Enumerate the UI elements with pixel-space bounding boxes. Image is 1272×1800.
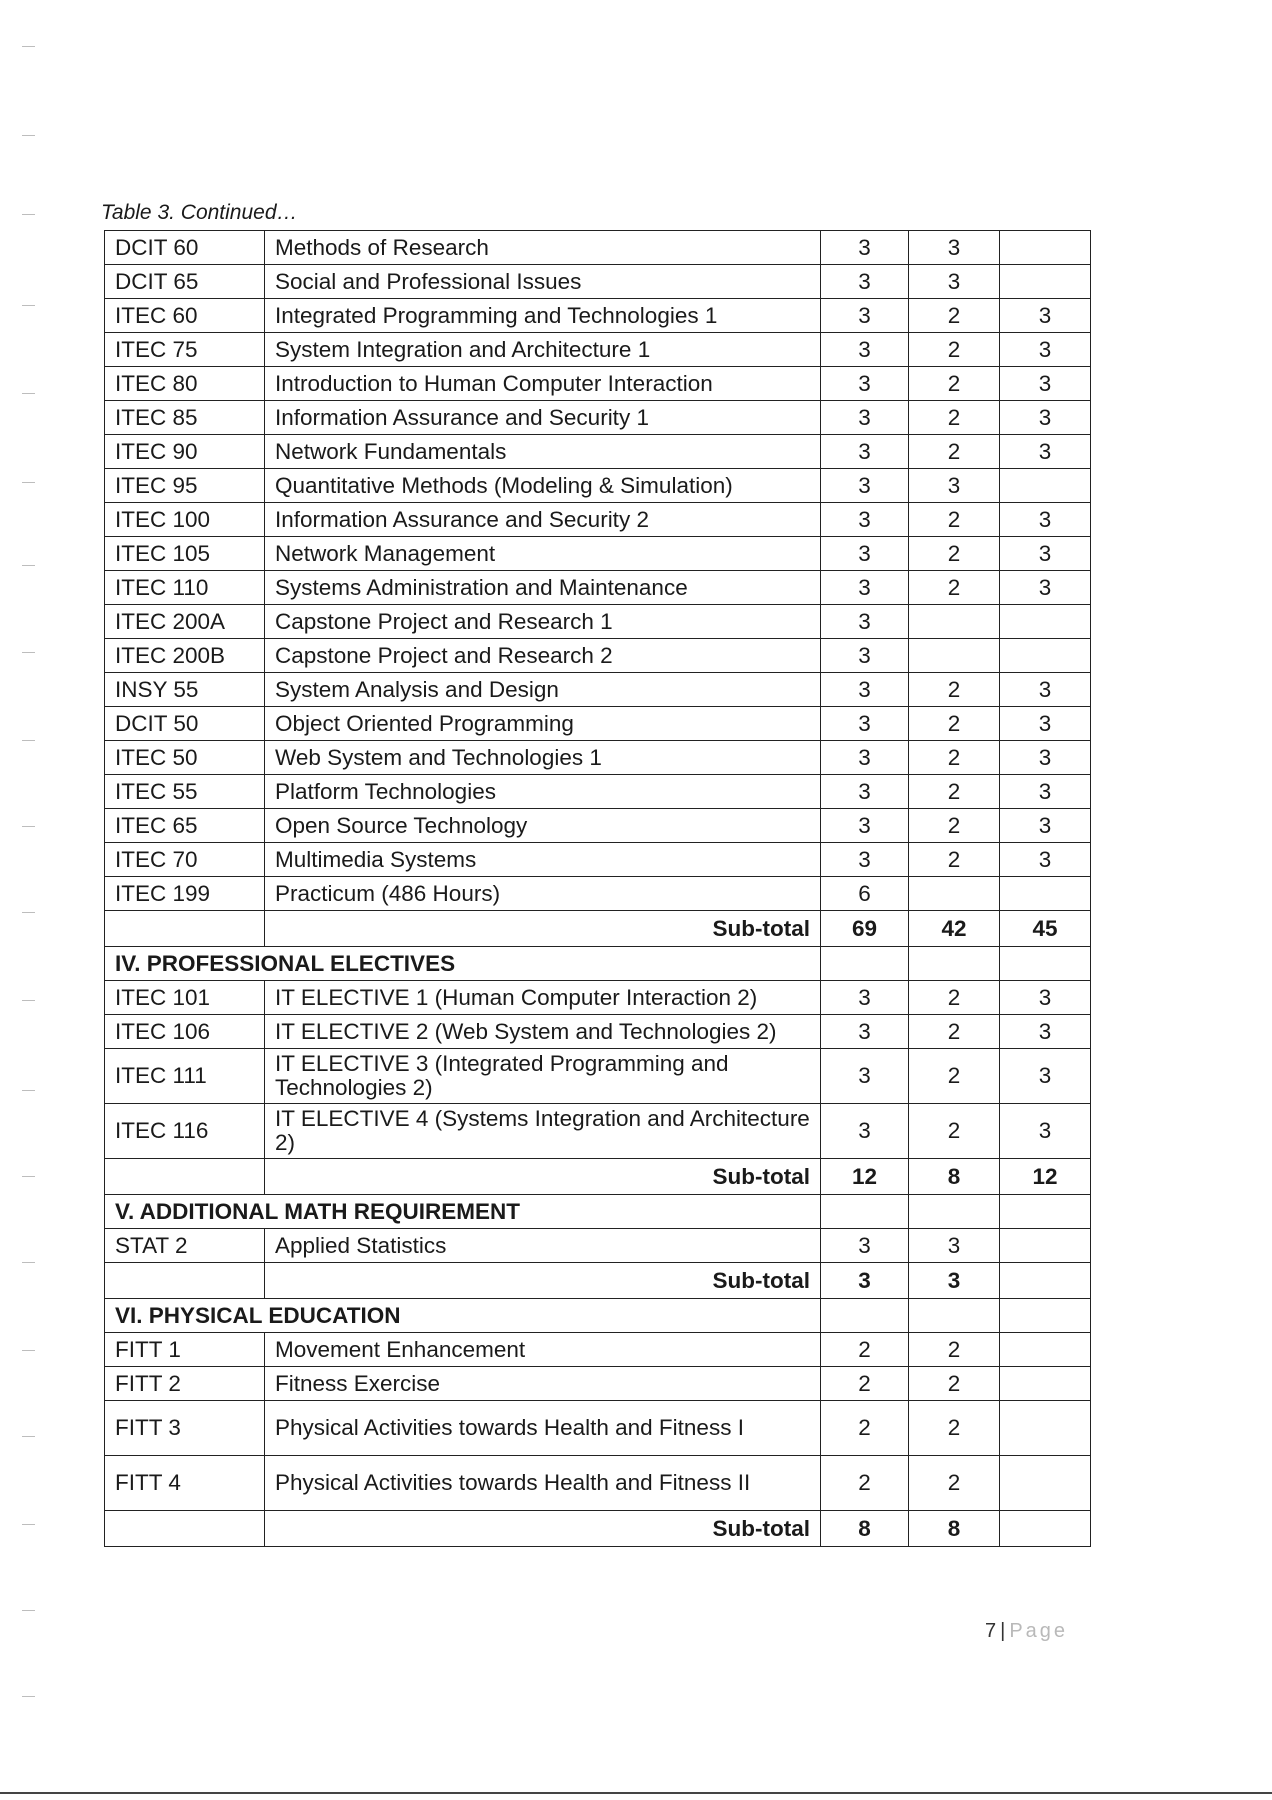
scan-mark: [22, 1350, 35, 1351]
subtotal-blank: [105, 1263, 265, 1299]
course-row: [105, 299, 1091, 333]
course-title: Integrated Programming and Technologies 1: [265, 299, 821, 333]
course-title: Network Fundamentals: [265, 435, 821, 469]
units-col-1: 3: [821, 1104, 909, 1159]
subtotal-blank: [105, 911, 265, 947]
course-title: Network Management: [265, 537, 821, 571]
course-code: DCIT 60: [105, 231, 265, 265]
subtotal-row: [105, 1511, 1091, 1547]
course-title: IT ELECTIVE 2 (Web System and Technologies 2): [265, 1015, 821, 1049]
subtotal-label: Sub-total: [265, 1263, 821, 1299]
course-code: ITEC 105: [105, 537, 265, 571]
course-code: ITEC 110: [105, 571, 265, 605]
units-col-2: 2: [909, 1401, 1000, 1456]
units-col-1: 3: [821, 1229, 909, 1263]
units-col-3: 3: [1000, 775, 1091, 809]
course-title: Movement Enhancement: [265, 1333, 821, 1367]
course-title: Practicum (486 Hours): [265, 877, 821, 911]
course-code: ITEC 101: [105, 981, 265, 1015]
units-col-3: 3: [1000, 537, 1091, 571]
subtotal-row: [105, 911, 1091, 947]
subtotal-row: [105, 1159, 1091, 1195]
units-col-2: 2: [909, 299, 1000, 333]
section-blank: [1000, 947, 1091, 981]
units-col-1: 3: [821, 265, 909, 299]
course-row: [105, 1333, 1091, 1367]
units-col-1: 6: [821, 877, 909, 911]
units-col-3: 3: [1000, 503, 1091, 537]
units-col-3: 3: [1000, 1049, 1091, 1104]
scan-mark: [22, 1610, 35, 1611]
units-col-3: [1000, 605, 1091, 639]
units-col-3: [1000, 231, 1091, 265]
course-row: [105, 1367, 1091, 1401]
course-row: [105, 537, 1091, 571]
course-row: [105, 741, 1091, 775]
course-row: [105, 1015, 1091, 1049]
units-col-3: [1000, 1401, 1091, 1456]
course-code: DCIT 50: [105, 707, 265, 741]
units-col-1: 3: [821, 605, 909, 639]
units-col-1: 3: [821, 367, 909, 401]
course-title: Fitness Exercise: [265, 1367, 821, 1401]
course-title: Applied Statistics: [265, 1229, 821, 1263]
units-col-2: [909, 639, 1000, 673]
section-blank: [1000, 1195, 1091, 1229]
course-row: [105, 673, 1091, 707]
units-col-2: 2: [909, 707, 1000, 741]
units-col-2: 2: [909, 1333, 1000, 1367]
course-row: [105, 231, 1091, 265]
units-col-1: 3: [821, 775, 909, 809]
units-col-1: 3: [821, 333, 909, 367]
course-row: [105, 469, 1091, 503]
units-col-2: 2: [909, 537, 1000, 571]
course-code: ITEC 100: [105, 503, 265, 537]
units-col-1: 3: [821, 571, 909, 605]
units-col-3: 3: [1000, 299, 1091, 333]
units-col-2: 2: [909, 1367, 1000, 1401]
units-col-3: [1000, 1456, 1091, 1511]
course-code: ITEC 200B: [105, 639, 265, 673]
units-col-2: 2: [909, 1015, 1000, 1049]
units-col-3: 3: [1000, 707, 1091, 741]
scan-mark: [22, 305, 35, 306]
course-title: Information Assurance and Security 1: [265, 401, 821, 435]
units-col-2: 2: [909, 1456, 1000, 1511]
units-col-3: 3: [1000, 1015, 1091, 1049]
scan-mark: [22, 1436, 35, 1437]
units-col-2: 2: [909, 741, 1000, 775]
course-row: [105, 1049, 1091, 1104]
units-col-3: [1000, 469, 1091, 503]
units-col-3: 3: [1000, 843, 1091, 877]
units-col-2: 2: [909, 809, 1000, 843]
units-col-1: 2: [821, 1367, 909, 1401]
page-number-value: 7: [985, 1620, 997, 1642]
course-row: [105, 333, 1091, 367]
units-col-1: 3: [821, 503, 909, 537]
units-col-1: 2: [821, 1333, 909, 1367]
units-col-2: 2: [909, 775, 1000, 809]
scan-mark: [22, 740, 35, 741]
course-row: [105, 1401, 1091, 1456]
units-col-1: 3: [821, 435, 909, 469]
section-title: VI. PHYSICAL EDUCATION: [105, 1299, 821, 1333]
subtotal-col-2: 8: [909, 1511, 1000, 1547]
course-code: ITEC 200A: [105, 605, 265, 639]
units-col-2: 2: [909, 673, 1000, 707]
course-code: ITEC 70: [105, 843, 265, 877]
course-code: DCIT 65: [105, 265, 265, 299]
course-title: Systems Administration and Maintenance: [265, 571, 821, 605]
units-col-1: 3: [821, 809, 909, 843]
units-col-1: 3: [821, 981, 909, 1015]
course-code: ITEC 80: [105, 367, 265, 401]
course-code: ITEC 116: [105, 1104, 265, 1159]
course-title: Introduction to Human Computer Interaction: [265, 367, 821, 401]
subtotal-row: [105, 1263, 1091, 1299]
units-col-1: 3: [821, 707, 909, 741]
course-row: [105, 1456, 1091, 1511]
course-title: Platform Technologies: [265, 775, 821, 809]
units-col-3: [1000, 1229, 1091, 1263]
scan-mark: [22, 393, 35, 394]
table-caption: Table 3. Continued…: [101, 201, 298, 224]
units-col-3: 3: [1000, 741, 1091, 775]
units-col-3: 3: [1000, 435, 1091, 469]
scan-mark: [22, 1696, 35, 1697]
course-row: [105, 639, 1091, 673]
section-blank: [909, 947, 1000, 981]
units-col-1: 2: [821, 1401, 909, 1456]
course-title: Physical Activities towards Health and Fitness I: [265, 1401, 821, 1456]
units-col-1: 3: [821, 639, 909, 673]
units-col-1: 2: [821, 1456, 909, 1511]
course-title: Methods of Research: [265, 231, 821, 265]
section-header-row: [105, 1299, 1091, 1333]
course-title: System Integration and Architecture 1: [265, 333, 821, 367]
units-col-2: 2: [909, 401, 1000, 435]
subtotal-col-1: 3: [821, 1263, 909, 1299]
subtotal-col-1: 12: [821, 1159, 909, 1195]
units-col-3: [1000, 639, 1091, 673]
subtotal-label: Sub-total: [265, 1511, 821, 1547]
scan-mark: [22, 652, 35, 653]
units-col-2: 3: [909, 231, 1000, 265]
units-col-3: 3: [1000, 1104, 1091, 1159]
course-code: ITEC 65: [105, 809, 265, 843]
course-row: [105, 1229, 1091, 1263]
course-row: [105, 435, 1091, 469]
course-row: [105, 877, 1091, 911]
subtotal-col-2: 3: [909, 1263, 1000, 1299]
course-row: [105, 367, 1091, 401]
units-col-2: 2: [909, 435, 1000, 469]
units-col-1: 3: [821, 537, 909, 571]
scan-mark: [22, 214, 35, 215]
units-col-2: [909, 605, 1000, 639]
section-title: IV. PROFESSIONAL ELECTIVES: [105, 947, 821, 981]
course-code: ITEC 90: [105, 435, 265, 469]
page-number: [985, 1620, 1068, 1643]
units-col-2: 2: [909, 843, 1000, 877]
course-code: FITT 3: [105, 1401, 265, 1456]
course-code: ITEC 95: [105, 469, 265, 503]
course-title: Quantitative Methods (Modeling & Simulation): [265, 469, 821, 503]
course-row: [105, 809, 1091, 843]
course-row: [105, 707, 1091, 741]
course-title: Web System and Technologies 1: [265, 741, 821, 775]
units-col-2: 3: [909, 265, 1000, 299]
units-col-3: 3: [1000, 673, 1091, 707]
section-title: V. ADDITIONAL MATH REQUIREMENT: [105, 1195, 821, 1229]
units-col-2: 2: [909, 1049, 1000, 1104]
units-col-2: 3: [909, 469, 1000, 503]
course-code: FITT 1: [105, 1333, 265, 1367]
course-row: [105, 981, 1091, 1015]
units-col-2: 2: [909, 571, 1000, 605]
course-title: IT ELECTIVE 3 (Integrated Programming and Technologies 2): [265, 1049, 821, 1104]
units-col-3: 3: [1000, 981, 1091, 1015]
section-blank: [909, 1195, 1000, 1229]
course-title: Physical Activities towards Health and Fitness II: [265, 1456, 821, 1511]
course-code: INSY 55: [105, 673, 265, 707]
units-col-1: 3: [821, 401, 909, 435]
course-title: IT ELECTIVE 4 (Systems Integration and Architecture 2): [265, 1104, 821, 1159]
units-col-3: [1000, 1367, 1091, 1401]
subtotal-col-1: 69: [821, 911, 909, 947]
subtotal-label: Sub-total: [265, 1159, 821, 1195]
subtotal-col-1: 8: [821, 1511, 909, 1547]
units-col-1: 3: [821, 673, 909, 707]
course-code: STAT 2: [105, 1229, 265, 1263]
units-col-3: 3: [1000, 401, 1091, 435]
units-col-3: 3: [1000, 571, 1091, 605]
course-row: [105, 843, 1091, 877]
course-code: ITEC 75: [105, 333, 265, 367]
course-row: [105, 571, 1091, 605]
course-row: [105, 605, 1091, 639]
course-code: FITT 4: [105, 1456, 265, 1511]
units-col-1: 3: [821, 1015, 909, 1049]
course-code: FITT 2: [105, 1367, 265, 1401]
units-col-1: 3: [821, 299, 909, 333]
course-row: [105, 401, 1091, 435]
course-title: Capstone Project and Research 2: [265, 639, 821, 673]
units-col-2: 2: [909, 1104, 1000, 1159]
subtotal-label: Sub-total: [265, 911, 821, 947]
section-header-row: [105, 947, 1091, 981]
course-code: ITEC 111: [105, 1049, 265, 1104]
course-title: System Analysis and Design: [265, 673, 821, 707]
subtotal-col-3: 12: [1000, 1159, 1091, 1195]
scan-mark: [22, 135, 35, 136]
scan-mark: [22, 1000, 35, 1001]
section-blank: [821, 1299, 909, 1333]
section-header-row: [105, 1195, 1091, 1229]
subtotal-col-3: [1000, 1263, 1091, 1299]
course-title: Multimedia Systems: [265, 843, 821, 877]
page-separator: |: [1000, 1620, 1006, 1642]
course-title: Information Assurance and Security 2: [265, 503, 821, 537]
course-code: ITEC 60: [105, 299, 265, 333]
scan-mark: [22, 1524, 35, 1525]
units-col-2: 2: [909, 503, 1000, 537]
section-blank: [1000, 1299, 1091, 1333]
course-row: [105, 265, 1091, 299]
units-col-3: 3: [1000, 809, 1091, 843]
scan-mark: [22, 826, 35, 827]
course-code: ITEC 55: [105, 775, 265, 809]
units-col-3: [1000, 877, 1091, 911]
course-title: Open Source Technology: [265, 809, 821, 843]
subtotal-blank: [105, 1159, 265, 1195]
units-col-2: [909, 877, 1000, 911]
subtotal-blank: [105, 1511, 265, 1547]
course-code: ITEC 50: [105, 741, 265, 775]
units-col-1: 3: [821, 469, 909, 503]
course-row: [105, 1104, 1091, 1159]
scan-mark: [22, 482, 35, 483]
section-blank: [821, 1195, 909, 1229]
course-code: ITEC 199: [105, 877, 265, 911]
course-row: [105, 503, 1091, 537]
course-title: IT ELECTIVE 1 (Human Computer Interaction 2): [265, 981, 821, 1015]
course-code: ITEC 85: [105, 401, 265, 435]
section-blank: [821, 947, 909, 981]
scan-mark: [22, 1176, 35, 1177]
curriculum-table-body: [105, 231, 1091, 1547]
units-col-1: 3: [821, 1049, 909, 1104]
units-col-1: 3: [821, 741, 909, 775]
section-blank: [909, 1299, 1000, 1333]
units-col-2: 2: [909, 333, 1000, 367]
scan-mark: [22, 912, 35, 913]
scan-bottom-edge: [0, 1792, 1272, 1794]
curriculum-table: [104, 230, 1091, 1547]
course-title: Capstone Project and Research 1: [265, 605, 821, 639]
units-col-3: [1000, 1333, 1091, 1367]
scan-mark: [22, 46, 35, 47]
course-row: [105, 775, 1091, 809]
course-title: Social and Professional Issues: [265, 265, 821, 299]
subtotal-col-3: [1000, 1511, 1091, 1547]
course-code: ITEC 106: [105, 1015, 265, 1049]
units-col-3: [1000, 265, 1091, 299]
units-col-3: 3: [1000, 333, 1091, 367]
scan-mark: [22, 565, 35, 566]
units-col-1: 3: [821, 231, 909, 265]
scan-mark: [22, 1090, 35, 1091]
subtotal-col-2: 42: [909, 911, 1000, 947]
subtotal-col-3: 45: [1000, 911, 1091, 947]
page-word: Page: [1009, 1620, 1069, 1642]
units-col-2: 3: [909, 1229, 1000, 1263]
units-col-2: 2: [909, 367, 1000, 401]
units-col-3: 3: [1000, 367, 1091, 401]
units-col-1: 3: [821, 843, 909, 877]
subtotal-col-2: 8: [909, 1159, 1000, 1195]
course-title: Object Oriented Programming: [265, 707, 821, 741]
scan-mark: [22, 1262, 35, 1263]
units-col-2: 2: [909, 981, 1000, 1015]
